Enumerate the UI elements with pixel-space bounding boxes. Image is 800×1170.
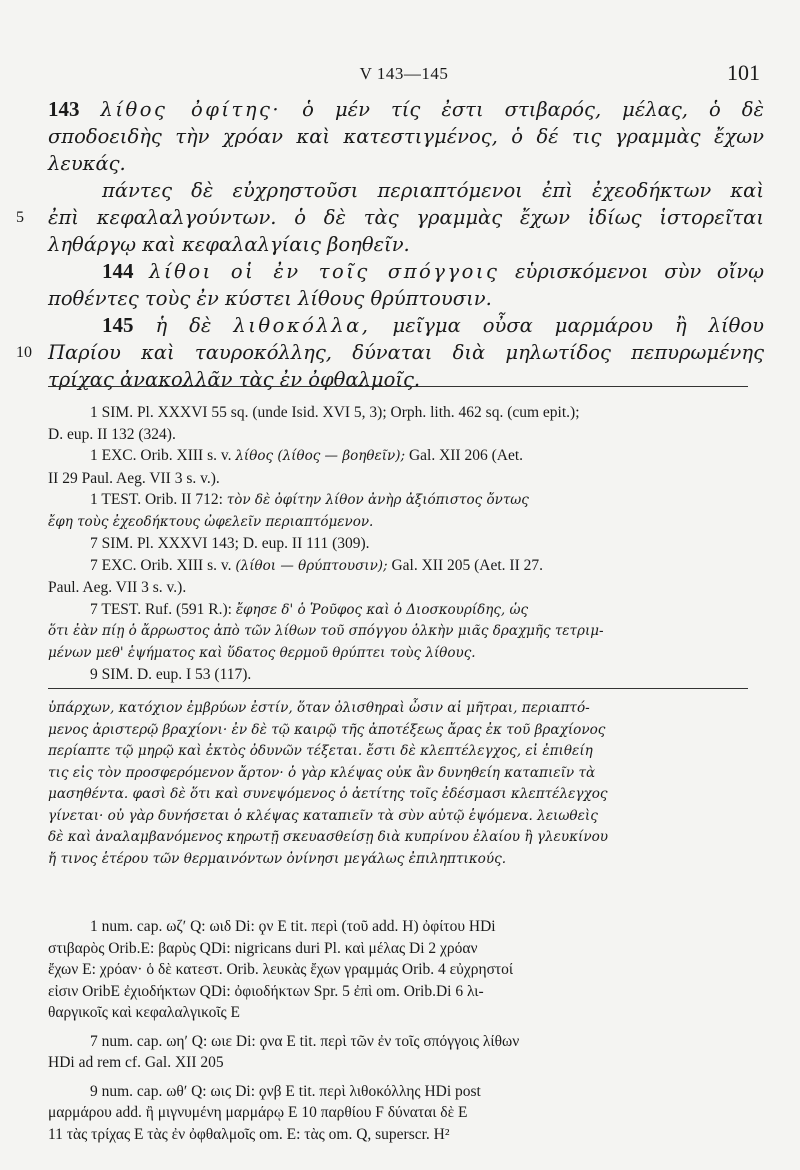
text-segment: ὁ μέν τίς ἐστι στιβαρός, μέλας, ὁ δὲ xyxy=(302,98,764,121)
apparatus-segment: 1 TEST. Orib. II 712: xyxy=(90,491,223,508)
page-number: 101 xyxy=(727,60,760,85)
apparatus-segment: 1 EXC. Orib. XIII s. v. xyxy=(90,447,232,464)
text-segment: ἡ δὲ xyxy=(155,314,212,337)
apparatus-line: 1 num. cap. ωζʹ Q: ωιδ Di: ϙν E tit. περὶ (τοῦ add. H) ὀφίτου HDi xyxy=(90,918,496,935)
text-line: λευκάς. xyxy=(48,152,126,175)
lemma: λιθοκόλλα, xyxy=(233,314,371,337)
apparatus-segment: τὸν δὲ ὀφίτην λίθον ἀνὴρ ἀξιόπιστος ὄντως xyxy=(226,492,529,508)
note-line: γίνεται· οὐ γὰρ δυνήσεται ὁ κλέψας καταπιεῖν τὰ σὺν αὐτῷ ἑψόμενα. λειωθεὶς xyxy=(48,807,598,824)
note-line: ἤ τινος ἑτέρου τῶν θερμαινόντων ὀνίνησι μεγάλως ἐπιληπτικούς. xyxy=(48,850,507,867)
apparatus-line: II 29 Paul. Aeg. VII 3 s. v.). xyxy=(48,469,220,487)
text-line: τρίχας ἀνακολλᾶν τὰς ἐν ὀφθαλμοῖς. xyxy=(48,368,421,391)
line-number: 5 xyxy=(16,209,24,226)
text-segment: Παρίου καὶ ταυροκόλλης, δύναται διὰ μηλωτίδος πεπυρωμένης xyxy=(48,341,764,364)
apparatus-line xyxy=(48,555,760,578)
apparatus-segment: 7 EXC. Orib. XIII s. v. xyxy=(90,556,232,574)
apparatus-line: ἔφη τοὺς ἐχεοδήκτους ὠφελεῖν περιαπτόμενον. xyxy=(48,513,374,530)
apparatus-line: 1 SIM. Pl. XXXVI 55 sq. (unde Isid. XVI 5, 3); Orph. lith. 462 sq. (cum epit.); xyxy=(90,404,580,421)
lemma: λίθος ὀφίτης· xyxy=(100,98,282,121)
text-segment: ἐπὶ κεφαλαλγούντων. ὁ δὲ τὰς γραμμὰς ἔχων ἰδίως ἱστορεῖται xyxy=(48,206,764,229)
text-line: πάντες δὲ εὐχρηστοῦσι περιαπτόμενοι ἐπὶ ἐχεοδήκτων καὶ xyxy=(102,179,764,202)
main-text xyxy=(16,96,765,393)
apparatus-segment: ἔφησε δ' ὁ Ῥοῦφος καὶ ὁ Διοσκουρίδης, ὡς xyxy=(235,601,529,618)
apparatus-line: Paul. Aeg. VII 3 s. v.). xyxy=(48,579,187,596)
text-line xyxy=(48,96,764,123)
apparatus-segment: Gal. XII 206 (Aet. xyxy=(408,447,524,464)
apparatus-segment: (λίθοι — θρύπτουσιν); xyxy=(235,557,388,574)
apparatus-line: 7 SIM. Pl. XXXVI 143; D. eup. II 111 (309). xyxy=(90,535,370,552)
text-line: σποδοειδὴς τὴν χρόαν καὶ κατεστιγμένος, ὁ δέ τις γραμμὰς ἔχων xyxy=(48,125,764,148)
apparatus-segment: 7 TEST. Ruf. (591 R.): xyxy=(90,600,232,618)
note-line: περίαπτε τῷ μηρῷ καὶ ἐκτὸς ὀδυνῶν τέξεται. ἔστι δὲ κλεπτέλεγχος, εἰ ἐπιθείη xyxy=(48,743,593,759)
apparatus-line: εἰσιν OribE ἐχιοδήκτων QDi: ὀφιοδήκτων Spr. 5 ἐπὶ om. Orib.Di 6 λι- xyxy=(48,982,484,1000)
apparatus-sources xyxy=(48,402,760,686)
page-header xyxy=(48,60,760,90)
apparatus-line: μαρμάρου add. ἢ μιγνυμένη μαρμάρῳ E 10 παρθίου F δύναται δὲ E xyxy=(48,1104,468,1121)
apparatus-line: ὅτι ἐὰν πίῃ ὁ ἄρρωστος ἀπὸ τῶν λίθων τοῦ σπόγγου ὁλκὴν μιᾶς δραχμῆς τετριμ- xyxy=(48,623,604,639)
line-number: 10 xyxy=(16,344,32,361)
divider xyxy=(48,386,748,387)
text-line: ποθέντες τοὺς ἐν κύστει λίθους θρύπτουσιν. xyxy=(48,287,492,310)
text-line xyxy=(16,204,764,231)
greek-note xyxy=(48,698,762,870)
apparatus-line xyxy=(48,599,760,622)
apparatus-line xyxy=(48,489,760,512)
entry-number: 144 xyxy=(102,259,134,283)
running-title: V 143—145 xyxy=(359,64,449,83)
text-line: ληθάργῳ καὶ κεφαλαλγίαις βοηθεῖν. xyxy=(48,233,410,256)
apparatus-line xyxy=(48,445,760,468)
apparatus-line: 9 SIM. D. eup. I 53 (117). xyxy=(90,666,252,683)
text-segment: μεῖγμα οὖσα μαρμάρου ἢ λίθου xyxy=(392,314,765,337)
apparatus-line: D. eup. II 132 (324). xyxy=(48,425,176,443)
lemma: λίθοι οἱ ἐν τοῖς σπόγγοις xyxy=(149,260,500,283)
apparatus-line: ἔχων E: χρόαν· ὁ δὲ κατεστ. Orib. λευκὰς ἔχων γραμμάς Orib. 4 εὐχρηστοί xyxy=(48,961,514,978)
entry-number: 145 xyxy=(102,313,134,337)
note-line: μενος ἀριστερῷ βραχίονι· ἐν δὲ τῷ καιρῷ τῆς ἀποτέξεως ἄρας ἐκ τοῦ βραχίονος xyxy=(48,721,606,738)
apparatus-segment: Gal. XII 205 (Aet. II 27. xyxy=(391,556,543,574)
note-line: δὲ καὶ ἀναλαμβανόμενος κηρωτῇ σκευασθείσῃ διὰ κυπρίνου ἐλαίου ἢ γλευκίνου xyxy=(48,829,609,845)
apparatus-line: μένων μεθ' ἑψήματος καὶ ὕδατος θερμοῦ θρύπτει τοὺς λίθους. xyxy=(48,644,476,661)
text-segment: εὑρισκόμενοι σὺν οἴνῳ xyxy=(515,260,765,283)
apparatus-line: 11 τὰς τρίχας E τὰς ἐν ὀφθαλμοῖς om. E: τὰς om. Q, superscr. H² xyxy=(48,1125,450,1143)
text-line xyxy=(48,312,764,339)
text-line xyxy=(48,258,764,285)
apparatus-line: 9 num. cap. ωθʹ Q: ωιϛ Di: ϙνβ E tit. περὶ λιθοκόλλης HDi post xyxy=(90,1082,481,1100)
apparatus-line: 7 num. cap. ωηʹ Q: ωιε Di: ϙνα E tit. περὶ τῶν ἐν τοῖς σπόγγοις λίθων xyxy=(90,1032,520,1050)
apparatus-line: HDi ad rem cf. Gal. XII 205 xyxy=(48,1054,224,1071)
note-line: ὑπάρχων, κατόχιον ἐμβρύων ἐστίν, ὅταν ὀλισθηραὶ ὦσιν αἱ μῆτραι, περιαπτό- xyxy=(48,700,590,716)
divider xyxy=(48,688,748,689)
note-line: μασηθέντα. φασὶ δὲ ὅτι καὶ συνεψόμενος ὁ ἀετίτης τοῖς ἐδέσμασι κλεπτέλεγχος xyxy=(48,786,608,802)
apparatus-segment: λίθος (λίθος — βοηθεῖν); xyxy=(235,448,406,464)
note-line: τις εἰς τὸν προσφερόμενον ἄρτον· ὁ γὰρ κλέψας οὐκ ἂν δυνηθείη καταπιεῖν τὰ xyxy=(48,764,596,781)
entry-number: 143 xyxy=(48,97,80,121)
apparatus-critical xyxy=(48,916,762,1145)
apparatus-line: στιβαρὸς Orib.E: βαρὺς QDi: nigricans duri Pl. καὶ μέλας Di 2 χρόαν xyxy=(48,939,478,957)
apparatus-line: θαργικοῖς καὶ κεφαλαλγικοῖς E xyxy=(48,1004,240,1021)
text-line xyxy=(16,339,764,366)
